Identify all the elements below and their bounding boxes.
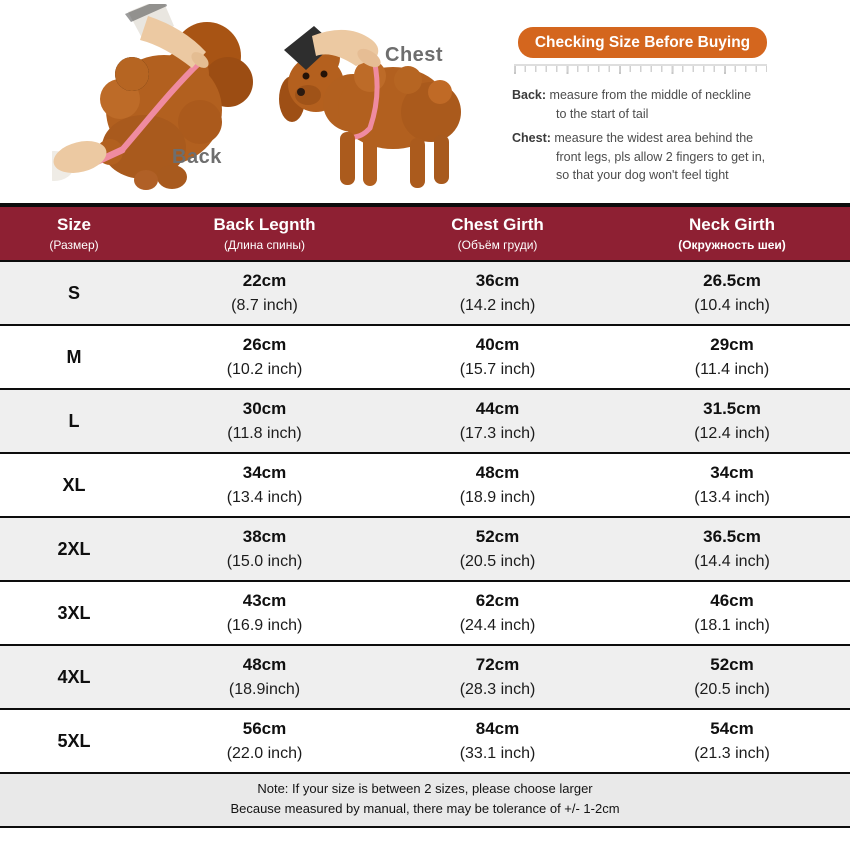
back-inch-value: (16.9 inch) <box>226 617 303 634</box>
chest-cm-value: 84cm <box>475 719 520 738</box>
back-cm-value: 34cm <box>242 463 287 482</box>
back-photo-label: Back <box>172 146 222 168</box>
back-inch-value: (8.7 inch) <box>231 297 298 314</box>
table-row <box>0 645 850 709</box>
back-cm-value: 38cm <box>242 527 287 546</box>
header-neck-en: Neck Girth <box>689 214 775 234</box>
header-cell-chest-girth <box>381 205 614 261</box>
size-note-line1: Note: If your size is between 2 sizes, please choose larger <box>257 781 593 796</box>
header-cell-back-length <box>148 205 381 261</box>
neck-girth-cell <box>614 325 850 389</box>
header-back-ru: (Длина спины) <box>224 237 305 252</box>
neck-inch-value: (13.4 inch) <box>694 489 770 506</box>
chest-inch-value: (14.2 inch) <box>459 297 536 314</box>
back-inch-value: (15.0 inch) <box>226 553 303 570</box>
table-row <box>0 325 850 389</box>
header-back-en: Back Legnth <box>213 214 316 234</box>
back-length-cell <box>148 645 381 709</box>
neck-inch-value: (20.5 inch) <box>694 681 770 698</box>
back-inch-value: (11.8 inch) <box>227 425 302 442</box>
neck-girth-cell <box>614 389 850 453</box>
neck-cm-value: 54cm <box>710 719 754 738</box>
chest-inch-value: (24.4 inch) <box>459 617 536 634</box>
chest-instruction <box>512 129 812 185</box>
size-note <box>0 774 850 828</box>
neck-cm-value: 36.5cm <box>703 527 761 546</box>
table-row <box>0 261 850 325</box>
back-length-cell <box>148 517 381 581</box>
neck-cm-value: 31.5cm <box>703 399 761 418</box>
back-cm-value: 48cm <box>242 655 287 674</box>
neck-girth-cell <box>614 709 850 773</box>
neck-girth-cell <box>614 517 850 581</box>
hero-section <box>0 0 850 203</box>
chest-cm-value: 40cm <box>475 335 520 354</box>
chest-cm-value: 52cm <box>475 527 520 546</box>
back-cm-value: 56cm <box>242 719 287 738</box>
back-inch-value: (10.2 inch) <box>226 361 303 378</box>
chest-inch-value: (28.3 inch) <box>459 681 536 698</box>
neck-cm-value: 34cm <box>710 463 754 482</box>
chest-girth-cell <box>381 261 614 325</box>
chest-cm-value: 36cm <box>475 271 520 290</box>
table-row <box>0 581 850 645</box>
neck-girth-cell <box>614 645 850 709</box>
back-cm-value: 26cm <box>242 335 287 354</box>
back-length-cell <box>148 325 381 389</box>
size-table-body <box>0 261 850 773</box>
header-chest-ru: (Объём груди) <box>457 237 538 252</box>
chest-girth-cell <box>381 517 614 581</box>
size-cell: XL <box>62 474 86 495</box>
neck-girth-cell <box>614 261 850 325</box>
neck-cm-value: 46cm <box>710 591 754 610</box>
back-instruction-line1: measure from the middle of neckline <box>549 88 752 102</box>
neck-girth-cell <box>614 581 850 645</box>
chest-photo-label: Chest <box>385 44 444 66</box>
table-row <box>0 517 850 581</box>
chest-girth-cell <box>381 645 614 709</box>
chest-cm-value: 62cm <box>475 591 520 610</box>
header-cell-neck-girth <box>614 205 850 261</box>
size-cell: 4XL <box>57 666 91 687</box>
chest-girth-cell <box>381 581 614 645</box>
table-row <box>0 709 850 773</box>
back-length-cell <box>148 389 381 453</box>
neck-cm-value: 52cm <box>710 655 754 674</box>
chest-inch-value: (15.7 inch) <box>459 361 536 378</box>
chest-instruction-line3: so that your dog won't feel tight <box>556 168 729 182</box>
dog-chest-measure-photo <box>268 6 473 196</box>
back-inch-value: (22.0 inch) <box>226 745 303 762</box>
chest-instruction-term: Chest: <box>512 131 551 145</box>
size-cell: 5XL <box>57 730 91 751</box>
header-chest-en: Chest Girth <box>451 214 544 234</box>
chest-girth-cell <box>381 389 614 453</box>
size-cell: L <box>68 410 80 431</box>
size-cell: 3XL <box>57 602 91 623</box>
header-neck-ru: (Окружность шеи) <box>678 237 786 252</box>
back-length-cell <box>148 581 381 645</box>
back-length-cell <box>148 709 381 773</box>
size-guide-badge: Checking Size Before Buying <box>518 27 767 58</box>
neck-cm-value: 26.5cm <box>703 271 761 290</box>
back-cm-value: 22cm <box>242 271 287 290</box>
neck-inch-value: (21.3 inch) <box>694 745 770 762</box>
header-size-ru: (Размер) <box>49 237 99 252</box>
chest-inch-value: (17.3 inch) <box>459 425 536 442</box>
chest-instruction-line2: front legs, pls allow 2 fingers to get in, <box>556 149 766 164</box>
chest-cm-value: 44cm <box>475 399 520 418</box>
chest-inch-value: (20.5 inch) <box>459 553 536 570</box>
back-inch-value: (13.4 inch) <box>226 489 303 506</box>
back-length-cell <box>148 453 381 517</box>
header-cell-size <box>0 205 148 261</box>
neck-inch-value: (14.4 inch) <box>694 553 770 570</box>
neck-girth-cell <box>614 453 850 517</box>
neck-inch-value: (11.4 inch) <box>694 361 770 378</box>
neck-cm-value: 29cm <box>710 335 754 354</box>
neck-inch-value: (18.1 inch) <box>694 617 770 634</box>
neck-inch-value: (12.4 inch) <box>694 425 770 442</box>
chest-girth-cell <box>381 453 614 517</box>
chest-instruction-line1: measure the widest area behind the <box>554 131 754 145</box>
chest-inch-value: (33.1 inch) <box>459 745 536 762</box>
back-cm-value: 43cm <box>242 591 287 610</box>
chest-girth-cell <box>381 325 614 389</box>
size-cell: M <box>66 346 82 367</box>
size-table <box>0 203 850 774</box>
measuring-instructions <box>512 86 812 191</box>
back-length-cell <box>148 261 381 325</box>
back-instruction-line2: to the start of tail <box>556 106 649 121</box>
size-cell: 2XL <box>57 538 91 559</box>
dog-back-measure-photo <box>52 4 267 196</box>
back-instruction <box>512 86 812 123</box>
table-row <box>0 453 850 517</box>
size-note-line2: Because measured by manual, there may be tolerance of +/- 1-2cm <box>230 801 620 816</box>
header-size-en: Size <box>56 214 92 234</box>
chest-cm-value: 48cm <box>475 463 520 482</box>
chest-inch-value: (18.9 inch) <box>459 489 536 506</box>
back-cm-value: 30cm <box>242 399 287 418</box>
size-table-header <box>0 205 850 261</box>
back-inch-value: (18.9inch) <box>228 681 301 698</box>
measuring-tape-graphic <box>514 64 767 74</box>
neck-inch-value: (10.4 inch) <box>694 297 770 314</box>
size-cell: S <box>67 282 80 303</box>
chest-girth-cell <box>381 709 614 773</box>
back-instruction-term: Back: <box>512 88 547 102</box>
chest-cm-value: 72cm <box>475 655 520 674</box>
table-row <box>0 389 850 453</box>
